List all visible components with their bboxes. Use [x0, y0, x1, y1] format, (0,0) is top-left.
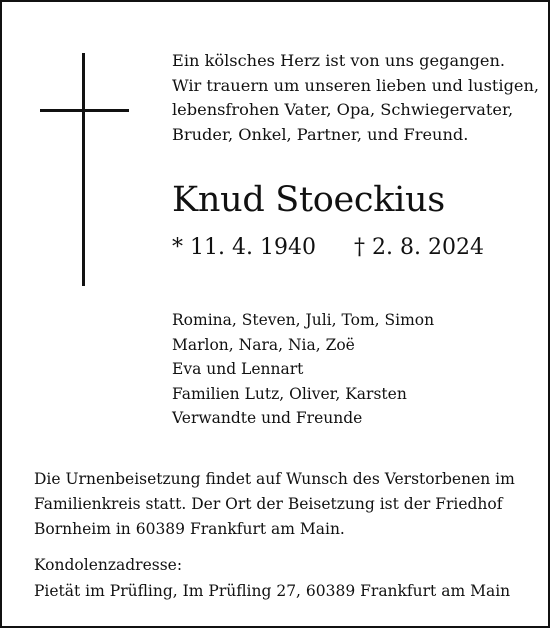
notice-line: Familienkreis statt. Der Ort der Beisetzung ist der Friedhof: [34, 495, 503, 513]
mourner-line: Familien Lutz, Oliver, Karsten: [172, 384, 407, 403]
intro-line: Wir trauern um unseren lieben und lustigen,: [172, 75, 540, 95]
death-date: † 2. 8. 2024: [354, 235, 484, 260]
mourners-list: [172, 308, 434, 431]
burial-notice: [34, 467, 516, 542]
condolence-label: Kondolenzadresse:: [34, 556, 183, 574]
mourner-line: Eva und Lennart: [172, 360, 304, 378]
notice-line: Die Urnenbeisetzung findet auf Wunsch des Verstorbenen im: [34, 470, 515, 488]
deceased-name: Knud Stoeckius: [172, 180, 445, 220]
intro-line: Bruder, Onkel, Partner, und Freund.: [172, 124, 469, 144]
condolence-address: Pietät im Prüfling, Im Prüfling 27, 60389 Frankfurt am Main: [34, 582, 511, 600]
birth-date: * 11. 4. 1940: [172, 235, 316, 260]
intro-line: Ein kölsches Herz ist von uns gegangen.: [172, 51, 506, 70]
mourner-line: Verwandte und Freunde: [172, 409, 363, 427]
mourner-line: Romina, Steven, Juli, Tom, Simon: [172, 311, 435, 329]
notice-line: Bornheim in 60389 Frankfurt am Main.: [34, 520, 345, 538]
life-dates: [172, 232, 492, 266]
intro-text: [172, 49, 539, 147]
cross-vertical-bar: [82, 53, 85, 286]
intro-line: lebensfrohen Vater, Opa, Schwiegervater,: [172, 100, 514, 119]
mourner-line: Marlon, Nara, Nia, Zoë: [172, 335, 355, 354]
cross-horizontal-bar: [40, 109, 129, 112]
